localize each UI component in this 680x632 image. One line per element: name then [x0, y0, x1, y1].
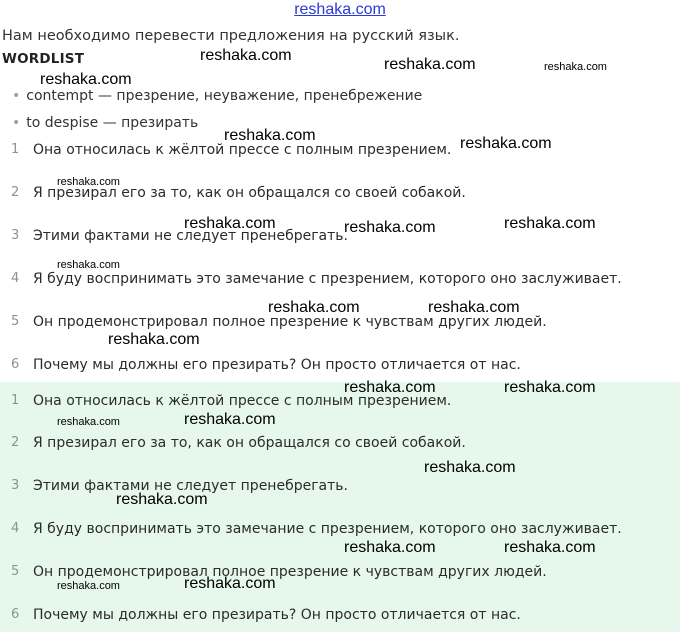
bullet-icon: •: [12, 115, 21, 131]
watermark: reshaka.com: [544, 61, 607, 73]
answer-text: Я презирал его за то, как он обращался со своей собакой.: [33, 435, 466, 451]
wordlist-heading: WORDLIST: [2, 51, 85, 67]
answer-number: 5: [11, 564, 20, 579]
sentence-number: 4: [11, 271, 20, 286]
watermark: reshaka.com: [344, 539, 436, 556]
watermark: reshaka.com: [504, 539, 596, 556]
sentence-text: Я буду воспринимать это замечание с презрением, которого оно заслуживает.: [33, 271, 622, 287]
vocab-item: [12, 115, 198, 131]
watermark: reshaka.com: [184, 575, 276, 592]
watermark: reshaka.com: [57, 580, 120, 592]
watermark: reshaka.com: [504, 379, 596, 396]
watermark: reshaka.com: [504, 215, 596, 232]
answer-number: 4: [11, 521, 20, 536]
bullet-icon: •: [12, 88, 21, 104]
sentence-text: Она относилась к жёлтой прессе с полным презрением.: [33, 142, 452, 158]
vocab-item-text: to despise — презирать: [26, 115, 199, 131]
watermark: reshaka.com: [57, 176, 120, 188]
answer-text: Почему мы должны его презирать? Он просто отличается от нас.: [33, 607, 521, 623]
sentence-number: 5: [11, 314, 20, 329]
sentence-number: 2: [11, 185, 20, 200]
watermark: reshaka.com: [460, 135, 552, 152]
sentence-text: Почему мы должны его презирать? Он просто отличается от нас.: [33, 357, 521, 373]
watermark: reshaka.com: [384, 56, 476, 73]
watermark: reshaka.com: [184, 215, 276, 232]
answer-text: Она относилась к жёлтой прессе с полным презрением.: [33, 393, 452, 409]
sentence-text: Он продемонстрировал полное презрение к чувствам других людей.: [33, 314, 547, 330]
watermark: reshaka.com: [344, 219, 436, 236]
watermark: reshaka.com: [108, 331, 200, 348]
answer-text: Я буду воспринимать это замечание с презрением, которого оно заслуживает.: [33, 521, 622, 537]
sentence-text: Этими фактами не следует пренебрегать.: [33, 228, 348, 244]
watermark: reshaka.com: [40, 71, 132, 88]
answer-number: 6: [11, 607, 20, 622]
answer-text: Этими фактами не следует пренебрегать.: [33, 478, 348, 494]
watermark: reshaka.com: [424, 459, 516, 476]
sentence-number: 1: [11, 142, 20, 157]
vocab-item-text: contempt — презрение, неуважение, пренебрежение: [26, 88, 423, 104]
watermark: reshaka.com: [268, 299, 360, 316]
answer-number: 3: [11, 478, 20, 493]
watermark: reshaka.com: [224, 127, 316, 144]
answer-number: 1: [11, 393, 20, 408]
answer-number: 2: [11, 435, 20, 450]
answer-text: Он продемонстрировал полное презрение к чувствам других людей.: [33, 564, 547, 580]
sentence-text: Я презирал его за то, как он обращался со своей собакой.: [33, 185, 466, 201]
sentence-number: 6: [11, 357, 20, 372]
watermark: reshaka.com: [57, 259, 120, 271]
site-link[interactable]: reshaka.com: [294, 1, 386, 18]
watermark: reshaka.com: [184, 411, 276, 428]
instruction-text: Нам необходимо перевести предложения на русский язык.: [2, 28, 460, 44]
vocab-item: [12, 88, 422, 104]
watermark: reshaka.com: [200, 47, 292, 64]
watermark: reshaka.com: [116, 491, 208, 508]
watermark: reshaka.com: [344, 379, 436, 396]
watermark: reshaka.com: [428, 299, 520, 316]
sentence-number: 3: [11, 228, 20, 243]
watermark: reshaka.com: [57, 416, 120, 428]
